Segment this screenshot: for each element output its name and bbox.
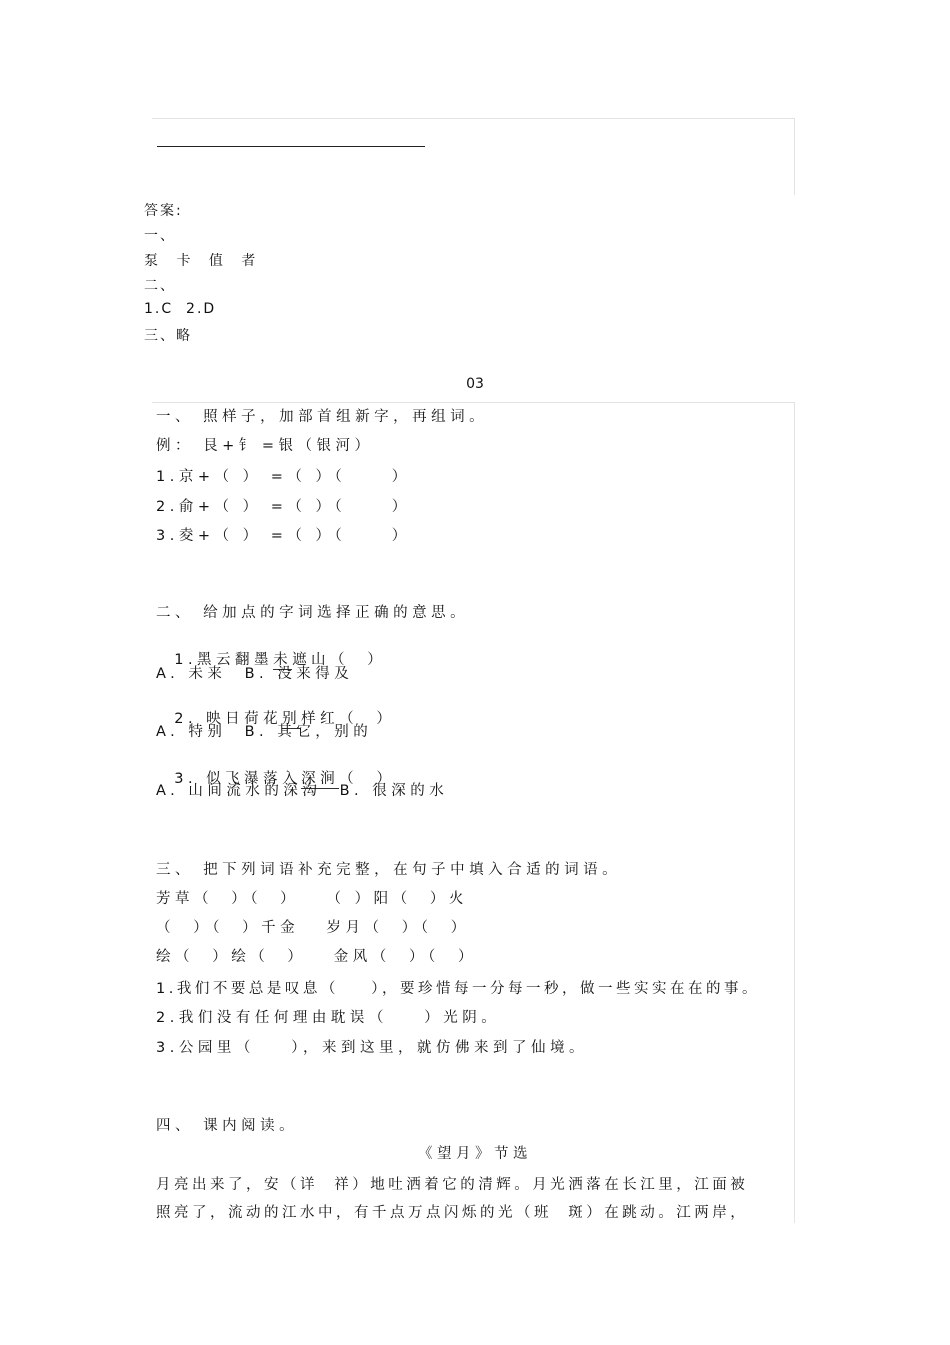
- passage-line-2: 照亮了，流动的江水中，有千点万点闪烁的光（班 斑）在跳动。江两岸，: [156, 1205, 749, 1221]
- answers-section2-text: 1.C 2.D: [144, 301, 217, 317]
- part2-q1-pre: 1.黑云翻墨: [174, 652, 274, 668]
- part1-item-1: 1.京+（ ） =（ ）（ ）: [156, 469, 411, 485]
- part1-example-prefix: 例： 艮+: [156, 438, 239, 454]
- part2-q2-marked-word: 别: [282, 711, 302, 727]
- part2-q3-pre: 3. 似飞瀑落入: [174, 771, 302, 787]
- answers-section1-text: 泵 卡 值 者: [144, 253, 263, 269]
- passage-title: 《望月》节选: [418, 1146, 532, 1162]
- answers-heading: 答案:: [144, 203, 183, 219]
- part2-q1-options: A. 未来 B. 没来得及: [156, 666, 354, 682]
- part3-sentence-3: 3.公园里（ ），来到这里，就仿佛来到了仙境。: [156, 1040, 589, 1056]
- part2-q3-options: A. 山间流水的深沟 B. 很深的水: [156, 783, 449, 799]
- part3-words-line2: （ ）（ ）千金 岁月（ ）（ ）: [156, 920, 470, 936]
- answer-blank-line: [157, 146, 425, 147]
- metal-radical-glyph: 钅: [238, 438, 258, 454]
- passage-line-1: 月亮出来了，安（详 祥）地吐洒着它的清辉。月光洒落在长江里，江面被: [156, 1177, 749, 1193]
- part2-q1-post: 遮山（ ）: [292, 652, 387, 668]
- part2-q3-post: （ ）: [339, 771, 396, 787]
- part1-title: 一、 照样子，加部首组新字，再组词。: [156, 409, 489, 425]
- part2-q2-options: A. 特别 B. 其它，别的: [156, 724, 373, 740]
- answers-section3-text: 三、略: [144, 328, 192, 344]
- part1-example-suffix: =银（银河）: [252, 438, 374, 454]
- page-number: 03: [466, 376, 484, 392]
- part2-q2-pre: 2. 映日荷花: [174, 711, 283, 727]
- part2-title: 二、 给加点的字词选择正确的意思。: [156, 605, 470, 621]
- answers-section2-label: 二、: [144, 278, 176, 294]
- part1-item-2: 2.俞+（ ） =（ ）（ ）: [156, 499, 411, 515]
- part4-title: 四、 课内阅读。: [156, 1118, 299, 1134]
- part1-example: [156, 434, 374, 455]
- part2-q2-post: 样红（ ）: [301, 711, 396, 727]
- part2-q1-marked-word: 未: [273, 652, 293, 668]
- part3-words-line1: 芳草（ ）（ ） （ ）阳（ ）火: [156, 891, 468, 907]
- part3-title: 三、 把下列词语补充完整，在句子中填入合适的词语。: [156, 862, 622, 878]
- part1-item-3: 3.夌+（ ） =（ ）（ ）: [156, 528, 411, 544]
- part3-sentence-1: 1.我们不要总是叹息（ ），要珍惜每一分每一秒，做一些实实在在的事。: [156, 981, 761, 997]
- part2-q3-marked-word: 深涧: [301, 771, 340, 787]
- part3-words-line3: 绘（ ）绘（ ） 金风（ ）（ ）: [156, 949, 477, 965]
- previous-question-frame: [152, 118, 795, 195]
- part3-sentence-2: 2.我们没有任何理由耽误（ ）光阴。: [156, 1010, 501, 1026]
- answers-section1-label: 一、: [144, 228, 176, 244]
